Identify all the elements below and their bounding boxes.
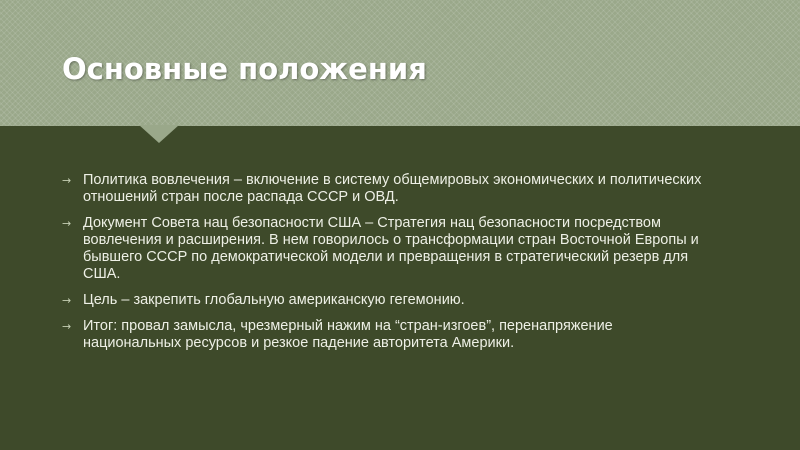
bullet-text: Документ Совета нац безопасности США – Стратегия нац безопасности посредством вовлечения и расширения. В нем говорилось о трансформации стран Восточной Европы и бывшего СССР по демократической модели и превращения в стратегический резерв для США. xyxy=(83,215,699,282)
bullet-item xyxy=(62,172,702,206)
bullet-item xyxy=(62,318,702,352)
bullet-item xyxy=(62,215,702,283)
slide-title: Основные положения xyxy=(62,52,427,86)
bullet-text: Цель – закрепить глобальную американскую гегемонию. xyxy=(83,292,465,308)
bullet-text: Итог: провал замысла, чрезмерный нажим на “стран-изгоев”, перенапряжение национальных ресурсов и резкое падение авторитета Америки. xyxy=(83,318,613,351)
arrow-icon: → xyxy=(62,320,72,333)
arrow-icon: → xyxy=(62,174,72,187)
bullet-text: Политика вовлечения – включение в систему общемировых экономических и политических отношений стран после распада СССР и ОВД. xyxy=(83,172,702,205)
arrow-icon: → xyxy=(62,294,72,307)
header-notch xyxy=(139,125,179,143)
bullet-list xyxy=(62,172,702,361)
bullet-item xyxy=(62,292,702,309)
arrow-icon: → xyxy=(62,217,72,230)
